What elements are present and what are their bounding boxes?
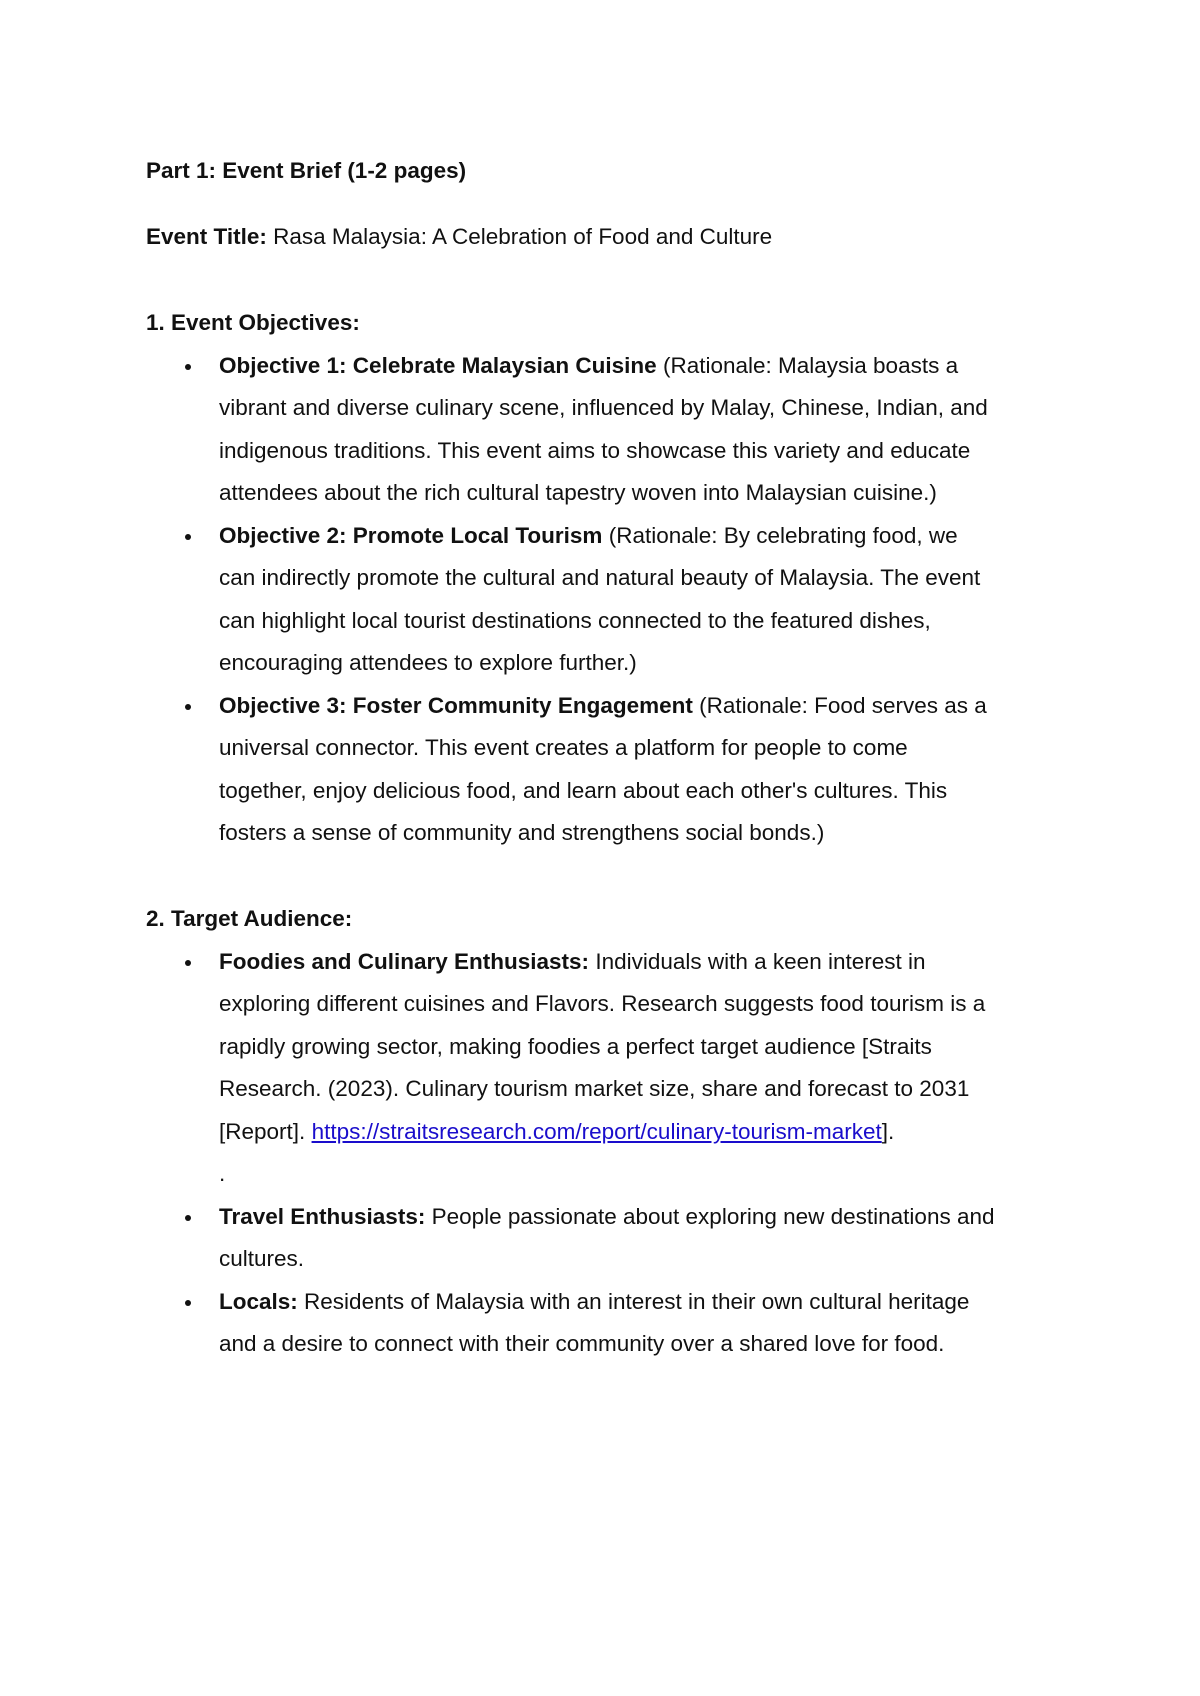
- audience-1-trailing-dot: .: [219, 1161, 226, 1186]
- objective-2-line-3: can highlight local tourist destinations connected to the featured dishes,: [219, 608, 931, 633]
- objective-3-line-2: universal connector. This event creates a platform for people to come: [219, 735, 908, 760]
- event-title-value: Rasa Malaysia: A Celebration of Food and Culture: [273, 224, 773, 249]
- bullet-icon: [185, 364, 191, 370]
- objective-3-line-1: Objective 3: Foster Community Engagement (Rationale: Food serves as a: [219, 693, 987, 718]
- objectives-heading: 1. Event Objectives:: [146, 310, 360, 335]
- bullet-icon: [185, 534, 191, 540]
- audience-1-line-5: [Report]. https://straitsresearch.com/report/culinary-tourism-market].: [219, 1119, 895, 1144]
- objective-2-line-4: encouraging attendees to explore further.): [219, 650, 637, 675]
- objective-1-line-4: attendees about the rich cultural tapestry woven into Malaysian cuisine.): [219, 480, 937, 505]
- objective-3-line-4: fosters a sense of community and strengthens social bonds.): [219, 820, 825, 845]
- audience-1-line-4: Research. (2023). Culinary tourism market size, share and forecast to 2031: [219, 1076, 970, 1101]
- objective-2-line-2: can indirectly promote the cultural and natural beauty of Malaysia. The event: [219, 565, 981, 590]
- audience-3-line-2: and a desire to connect with their community over a shared love for food.: [219, 1331, 945, 1356]
- event-title-line: [146, 226, 772, 249]
- audience-1-line-3: rapidly growing sector, making foodies a perfect target audience [Straits: [219, 1034, 932, 1059]
- audience-3-line-1: Locals: Residents of Malaysia with an interest in their own cultural heritage: [219, 1289, 970, 1314]
- objective-1-line-2: vibrant and diverse culinary scene, influenced by Malay, Chinese, Indian, and: [219, 395, 988, 420]
- objective-2-line-1: Objective 2: Promote Local Tourism (Rationale: By celebrating food, we: [219, 523, 958, 548]
- part-heading: Part 1: Event Brief (1-2 pages): [146, 158, 467, 183]
- audience-1-line-2: exploring different cuisines and Flavors. Research suggests food tourism is a: [219, 991, 986, 1016]
- objective-1-line-1: Objective 1: Celebrate Malaysian Cuisine (Rationale: Malaysia boasts a: [219, 353, 959, 378]
- objective-1-line-3: indigenous traditions. This event aims to showcase this variety and educate: [219, 438, 971, 463]
- bullet-icon: [185, 1215, 191, 1221]
- objective-3-line-3: together, enjoy delicious food, and learn about each other's cultures. This: [219, 778, 948, 803]
- event-title-label: Event Title:: [146, 224, 267, 249]
- audience-2-line-2: cultures.: [219, 1246, 305, 1271]
- bullet-icon: [185, 704, 191, 710]
- audience-2-line-1: Travel Enthusiasts: People passionate about exploring new destinations and: [219, 1204, 995, 1229]
- audience-heading: 2. Target Audience:: [146, 906, 353, 931]
- bullet-icon: [185, 1300, 191, 1306]
- bullet-icon: [185, 960, 191, 966]
- report-link[interactable]: https://straitsresearch.com/report/culinary-tourism-market: [311, 1119, 882, 1144]
- audience-1-line-1: Foodies and Culinary Enthusiasts: Individuals with a keen interest in: [219, 949, 926, 974]
